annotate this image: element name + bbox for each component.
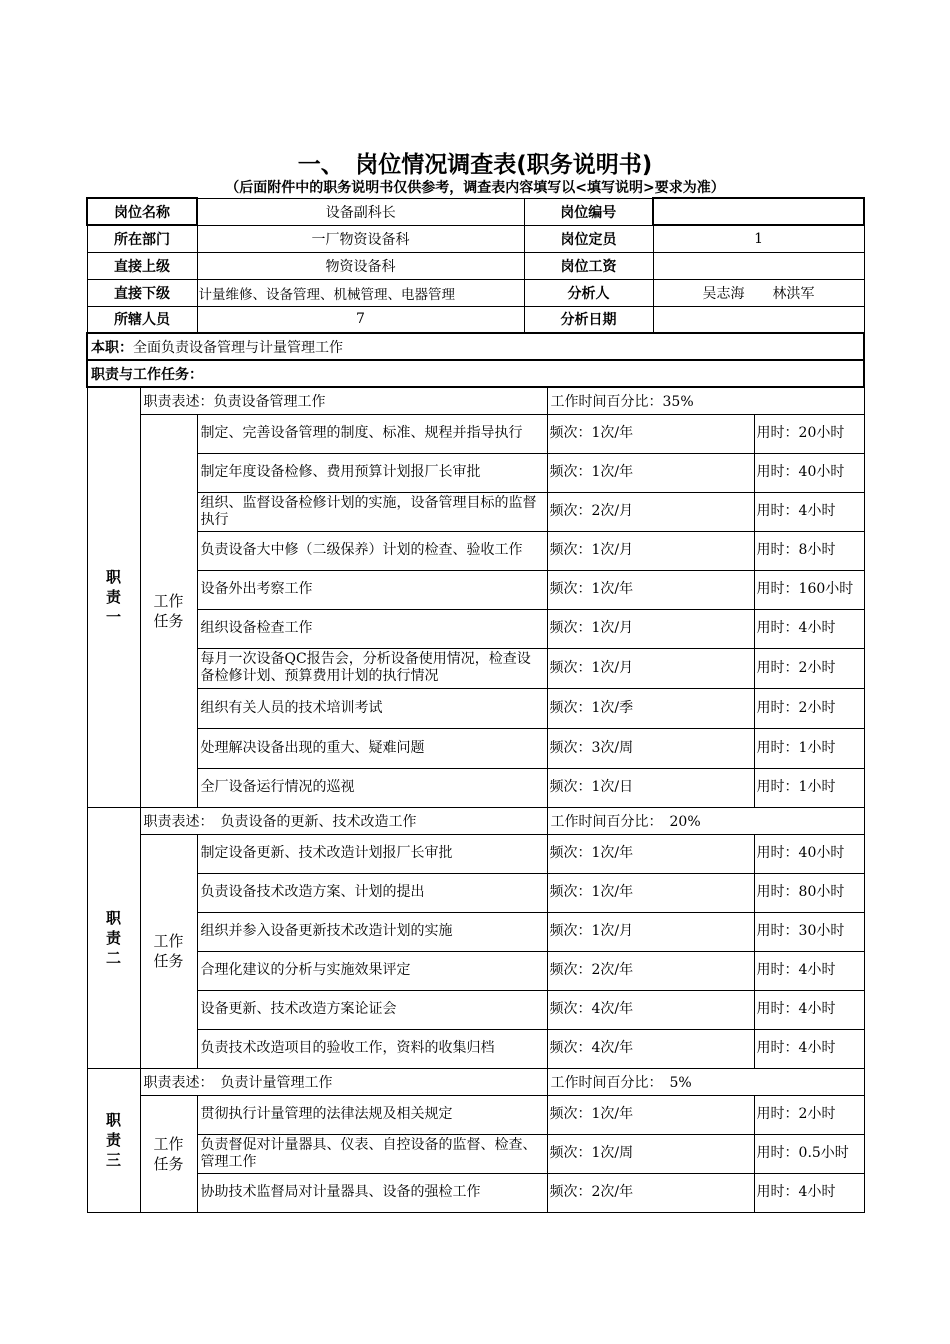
task-kind-label bbox=[140, 1095, 197, 1212]
duty-label-text: 职责二 bbox=[106, 908, 122, 967]
task-row bbox=[87, 1029, 864, 1068]
task-duration: 用时：2小时 bbox=[754, 688, 864, 728]
task-frequency: 频次：3次/周 bbox=[547, 728, 754, 768]
label-superior: 直接上级 bbox=[87, 252, 197, 279]
value-position-name: 设备副科长 bbox=[197, 198, 524, 225]
section-heading-row bbox=[87, 360, 864, 387]
task-text: 贯彻执行计量管理的法律法规及相关规定 bbox=[197, 1095, 547, 1134]
value-position-code bbox=[653, 198, 864, 225]
task-duration: 用时：4小时 bbox=[754, 990, 864, 1029]
task-kind-text: 工作任务 bbox=[153, 1134, 184, 1173]
task-row bbox=[87, 531, 864, 570]
label-salary: 岗位工资 bbox=[524, 252, 653, 279]
task-text: 负责督促对计量器具、仪表、自控设备的监督、检查、管理工作 bbox=[197, 1134, 547, 1173]
value-department: 一厂物资设备科 bbox=[197, 225, 524, 252]
task-duration: 用时：1小时 bbox=[754, 768, 864, 807]
label-subordinate: 直接下级 bbox=[87, 279, 197, 306]
task-duration: 用时：40小时 bbox=[754, 834, 864, 873]
task-text: 合理化建议的分析与实施效果评定 bbox=[197, 951, 547, 990]
task-text: 负责设备大中修（二级保养）计划的检查、验收工作 bbox=[197, 531, 547, 570]
duty-description: 职责表述：负责设备管理工作 bbox=[140, 387, 547, 414]
task-row bbox=[87, 570, 864, 609]
task-row bbox=[87, 1095, 864, 1134]
task-duration: 用时：1小时 bbox=[754, 728, 864, 768]
task-text: 制定设备更新、技术改造计划报厂长审批 bbox=[197, 834, 547, 873]
task-row bbox=[87, 648, 864, 688]
duty-header-row bbox=[87, 1068, 864, 1095]
duty-description: 职责表述： 负责计量管理工作 bbox=[140, 1068, 547, 1095]
main-duty-label: 本职： bbox=[91, 339, 133, 356]
task-frequency: 频次：4次/年 bbox=[547, 990, 754, 1029]
task-text: 设备更新、技术改造方案论证会 bbox=[197, 990, 547, 1029]
task-duration: 用时：2小时 bbox=[754, 648, 864, 688]
task-duration: 用时：20小时 bbox=[754, 414, 864, 453]
task-duration: 用时：0.5小时 bbox=[754, 1134, 864, 1173]
value-salary bbox=[653, 252, 864, 279]
task-text: 设备外出考察工作 bbox=[197, 570, 547, 609]
task-text: 组织设备检查工作 bbox=[197, 609, 547, 648]
task-text: 组织有关人员的技术培训考试 bbox=[197, 688, 547, 728]
value-analysis-date bbox=[653, 306, 864, 333]
duty-header-row bbox=[87, 807, 864, 834]
task-text: 组织并参入设备更新技术改造计划的实施 bbox=[197, 912, 547, 951]
task-duration: 用时：4小时 bbox=[754, 492, 864, 531]
task-row bbox=[87, 1173, 864, 1212]
task-frequency: 频次：1次/周 bbox=[547, 1134, 754, 1173]
task-frequency: 频次：1次/年 bbox=[547, 834, 754, 873]
task-text: 制定年度设备检修、费用预算计划报厂长审批 bbox=[197, 453, 547, 492]
task-row bbox=[87, 414, 864, 453]
main-duty-text: 全面负责设备管理与计量管理工作 bbox=[133, 339, 343, 356]
duty-header-row bbox=[87, 387, 864, 414]
page-title: 一、 岗位情况调查表(职务说明书) bbox=[297, 152, 653, 178]
duty-time-percentage: 工作时间百分比： 20% bbox=[547, 807, 864, 834]
task-frequency: 频次：2次/月 bbox=[547, 492, 754, 531]
task-row bbox=[87, 768, 864, 807]
task-frequency: 频次：1次/月 bbox=[547, 648, 754, 688]
task-frequency: 频次：1次/月 bbox=[547, 912, 754, 951]
task-kind-label bbox=[140, 414, 197, 807]
label-position-name: 岗位名称 bbox=[87, 198, 197, 225]
task-text: 负责技术改造项目的验收工作，资料的收集归档 bbox=[197, 1029, 547, 1068]
duty-time-percentage: 工作时间百分比： 5% bbox=[547, 1068, 864, 1095]
task-duration: 用时：8小时 bbox=[754, 531, 864, 570]
section-label: 职责与工作任务： bbox=[91, 366, 203, 383]
task-row bbox=[87, 688, 864, 728]
task-row bbox=[87, 492, 864, 531]
task-text: 全厂设备运行情况的巡视 bbox=[197, 768, 547, 807]
duty-label-text: 职责一 bbox=[106, 568, 122, 627]
task-kind-text: 工作任务 bbox=[153, 591, 184, 630]
task-text: 协助技术监督局对计量器具、设备的强检工作 bbox=[197, 1173, 547, 1212]
duty-description: 职责表述： 负责设备的更新、技术改造工作 bbox=[140, 807, 547, 834]
task-kind-label bbox=[140, 834, 197, 1068]
task-text: 组织、监督设备检修计划的实施，设备管理目标的监督执行 bbox=[197, 492, 547, 531]
task-duration: 用时：40小时 bbox=[754, 453, 864, 492]
value-superior: 物资设备科 bbox=[197, 252, 524, 279]
task-row bbox=[87, 951, 864, 990]
task-row bbox=[87, 1134, 864, 1173]
task-duration: 用时：4小时 bbox=[754, 609, 864, 648]
label-department: 所在部门 bbox=[87, 225, 197, 252]
task-duration: 用时：2小时 bbox=[754, 1095, 864, 1134]
task-frequency: 频次：1次/年 bbox=[547, 570, 754, 609]
task-text: 制定、完善设备管理的制度、标准、规程并指导执行 bbox=[197, 414, 547, 453]
job-survey-table bbox=[86, 197, 865, 1213]
task-duration: 用时：4小时 bbox=[754, 1029, 864, 1068]
task-row bbox=[87, 873, 864, 912]
task-frequency: 频次：1次/年 bbox=[547, 1095, 754, 1134]
value-staff: 7 bbox=[197, 306, 524, 333]
task-duration: 用时：80小时 bbox=[754, 873, 864, 912]
task-row bbox=[87, 453, 864, 492]
duty-label-text: 职责三 bbox=[106, 1111, 122, 1169]
value-analyst: 吴志海 林洪军 bbox=[653, 279, 864, 306]
task-kind-text: 工作任务 bbox=[153, 932, 184, 970]
task-frequency: 频次：1次/月 bbox=[547, 609, 754, 648]
label-staff: 所辖人员 bbox=[87, 306, 197, 333]
label-analysis-date: 分析日期 bbox=[524, 306, 653, 333]
task-frequency: 频次：1次/年 bbox=[547, 414, 754, 453]
duty-label bbox=[87, 387, 140, 807]
task-duration: 用时：4小时 bbox=[754, 951, 864, 990]
label-headcount: 岗位定员 bbox=[524, 225, 653, 252]
value-headcount: 1 bbox=[653, 225, 864, 252]
label-position-code: 岗位编号 bbox=[524, 198, 653, 225]
task-frequency: 频次：2次/年 bbox=[547, 951, 754, 990]
task-row bbox=[87, 728, 864, 768]
task-text: 每月一次设备QC报告会，分析设备使用情况，检查设备检修计划、预算费用计划的执行情况 bbox=[197, 648, 547, 688]
task-row bbox=[87, 834, 864, 873]
task-row bbox=[87, 609, 864, 648]
task-duration: 用时：160小时 bbox=[754, 570, 864, 609]
label-analyst: 分析人 bbox=[524, 279, 653, 306]
task-frequency: 频次：1次/月 bbox=[547, 531, 754, 570]
duty-label bbox=[87, 807, 140, 1068]
task-frequency: 频次：1次/季 bbox=[547, 688, 754, 728]
duty-time-percentage: 工作时间百分比：35% bbox=[547, 387, 864, 414]
task-text: 处理解决设备出现的重大、疑难问题 bbox=[197, 728, 547, 768]
task-frequency: 频次：4次/年 bbox=[547, 1029, 754, 1068]
task-duration: 用时：4小时 bbox=[754, 1173, 864, 1212]
task-frequency: 频次：2次/年 bbox=[547, 1173, 754, 1212]
page-subtitle: （后面附件中的职务说明书仅供参考，调查表内容填写以<填写说明>要求为准） bbox=[225, 180, 725, 196]
task-frequency: 频次：1次/年 bbox=[547, 453, 754, 492]
task-text: 负责设备技术改造方案、计划的提出 bbox=[197, 873, 547, 912]
task-duration: 用时：30小时 bbox=[754, 912, 864, 951]
task-frequency: 频次：1次/年 bbox=[547, 873, 754, 912]
main-duty-row bbox=[87, 333, 864, 360]
task-row bbox=[87, 912, 864, 951]
task-row bbox=[87, 990, 864, 1029]
duty-label bbox=[87, 1068, 140, 1212]
task-frequency: 频次：1次/日 bbox=[547, 768, 754, 807]
value-subordinate: 计量维修、设备管理、机械管理、电器管理 bbox=[197, 279, 524, 306]
